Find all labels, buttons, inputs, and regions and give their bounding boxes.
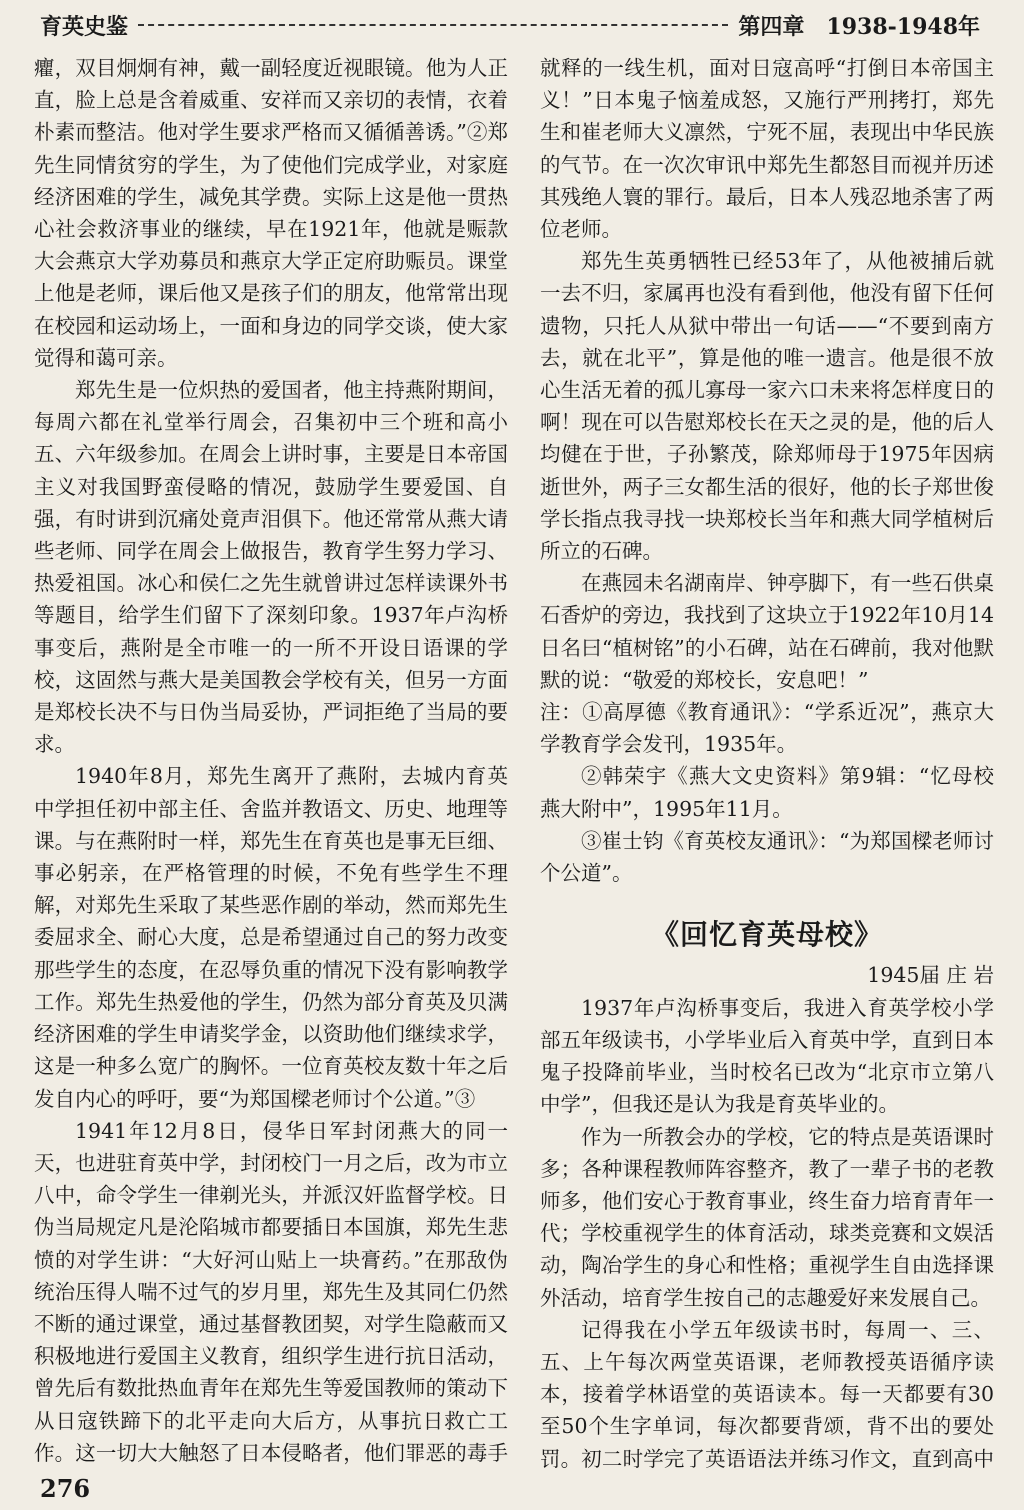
text-columns xyxy=(34,52,994,1470)
book-title: 育英史鉴 xyxy=(40,13,129,40)
article-byline: 1945届 庄 岩 xyxy=(867,963,994,988)
left-column xyxy=(34,52,508,1470)
paragraph: 郑先生英勇牺牲已经53年了，从他被捕后就一去不归，家属再也没有看到他，他没有留下任何遗物，只托人从狱中带出一句话——“不要到南方去，就在北平”，算是他的唯一遗言。他是很不放心生活无着的孤儿寡母一家六口未来将怎样度日的啊！现在可以告慰郑校长在天之灵的是，他的后人均健在于世，子孙繁茂，除郑师母于1975年因病逝世外，两子三女都生活的很好，他的长子郑世俊学长指点我寻找一块郑校长当年和燕大同学植树后所立的石碑。 xyxy=(540,249,994,564)
paragraph: 郑先生是一位炽热的爱国者，他主持燕附期间，每周六都在礼堂举行周会，召集初中三个班和高小五、六年级参加。在周会上讲时事，主要是日本帝国主义对我国野蛮侵略的情况，鼓励学生要爱国、自强，有时讲到沉痛处竟声泪俱下。他还常常从燕大请些老师、同学在周会上做报告，教育学生努力学习、热爱祖国。冰心和侯仁之先生就曾讲过怎样读课外书等题目，给学生们留下了深刻印象。1937年卢沟桥事变后，燕附是全市唯一的一所不开设日语课的学校，这固然与燕大是美国教会学校有关，但另一方面是郑校长决不与日伪当局妥协，严词拒绝了当局的要求。 xyxy=(34,378,508,757)
footnote: ②韩荣宇《燕大文史资料》第9辑：“忆母校燕大附中”，1995年11月。 xyxy=(540,764,994,821)
paragraph: 1937年卢沟桥事变后，我进入育英学校小学部五年级读书，小学毕业后入育英中学，直到日本鬼子投降前毕业，当时校名已改为“北京市立第八中学”，但我还是认为我是育英毕业的。 xyxy=(540,995,994,1117)
paragraph: 就释的一线生机，面对日寇高呼“打倒日本帝国主义！”日本鬼子恼羞成怒，又施行严刑拷打，郑先生和崔老师大义凛然，宁死不屈，表现出中华民族的气节。在一次次审讯中郑先生都怒目而视并历述其残绝人寰的罪行。最后，日本人残忍地杀害了两位老师。 xyxy=(540,56,994,242)
page-number: 276 xyxy=(40,1474,91,1503)
paragraph: 在燕园未名湖南岸、钟亭脚下，有一些石供桌石香炉的旁边，我找到了这块立于1922年10月14日名曰“植树铭”的小石碑，站在石碑前，我对他默默的说：“敬爱的郑校长，安息吧！” xyxy=(540,571,994,692)
footnote: ③崔士钧《育英校友通讯》：“为郑国樑老师讨个公道”。 xyxy=(540,828,994,886)
header-dashed-rule xyxy=(138,24,728,26)
right-column xyxy=(540,52,994,1470)
paragraph: 记得我在小学五年级读书时，每周一、三、五、上午每次两堂英语课，老师教授英语循序读本，接着学林语堂的英语读本。每一天都要有30至50个生字单词，每次都要背颂，背不出的要处罚。初二时学完了英语语法并练习作文，直到高中 xyxy=(540,1317,994,1470)
article-title: 《回忆育英母校》 xyxy=(650,918,883,952)
footnote: 注：①高厚德《教育通讯》：“学系近况”，燕京大学教育学会发刊，1935年。 xyxy=(540,700,994,757)
chapter-title: 第四章 1938-1948年 xyxy=(738,13,980,40)
running-header xyxy=(40,10,980,40)
paragraph: 癯，双目炯炯有神，戴一副轻度近视眼镜。他为人正直，脸上总是含着威重、安祥而又亲切的表情，衣着朴素而整洁。他对学生要求严格而又循循善诱。”②郑先生同情贫穷的学生，为了使他们完成学业，对家庭经济困难的学生，减免其学费。实际上这是他一贯热心社会救济事业的继续，早在1921年，他就是赈款大会燕京大学劝募员和燕京大学正定府助赈员。课堂上他是老师，课后他又是孩子们的朋友，他常常出现在校园和运动场上，一面和身边的同学交谈，使大家觉得和蔼可亲。 xyxy=(34,56,508,370)
paragraph: 作为一所教会办的学校，它的特点是英语课时多；各种课程教师阵容整齐，教了一辈子书的老教师多，他们安心于教育事业，终生奋力培育青年一代；学校重视学生的体育活动，球类竞赛和文娱活动，陶冶学生的身心和性格；重视学生自由选择课外活动，培育学生按自己的志趣爱好来发展自己。 xyxy=(540,1124,994,1310)
paragraph: 1941年12月8日，侵华日军封闭燕大的同一天，也进驻育英中学，封闭校门一月之后，改为市立八中，命令学生一律剃光头，并派汉奸监督学校。日伪当局规定凡是沦陷城市都要插日本国旗，郑先生悲愤的对学生讲：“大好河山贴上一块膏药。”在那敌伪统治压得人喘不过气的岁月里，郑先生及其同仁仍然不断的通过课堂，通过基督教团契，对学生隐蔽而又积极地进行爱国主义教育，组织学生进行抗日活动，曾先后有数批热血青年在郑先生等爱国教师的策动下从日寇铁蹄下的北平走向大后方，从事抗日救亡工作。这一切大大触怒了日本侵略者，他们罪恶的毒手 xyxy=(34,1118,508,1465)
paragraph: 1940年8月，郑先生离开了燕附，去城内育英中学担任初中部主任、舍监并教语文、历史、地理等课。与在燕附时一样，郑先生在育英也是事无巨细、事必躬亲，在严格管理的时候，不免有些学生不理解，对郑先生采取了某些恶作剧的举动，然而郑先生委屈求全、耐心大度，总是希望通过自己的努力改变那些学生的态度，在忍辱负重的情况下没有影响教学工作。郑先生热爱他的学生，仍然为部分育英及贝满经济困难的学生申请奖学金，以资助他们继续求学，这是一种多么宽广的胸怀。一位育英校友数十年之后发自内心的呼吁，要“为郑国樑老师讨个公道。”③ xyxy=(34,764,508,1111)
